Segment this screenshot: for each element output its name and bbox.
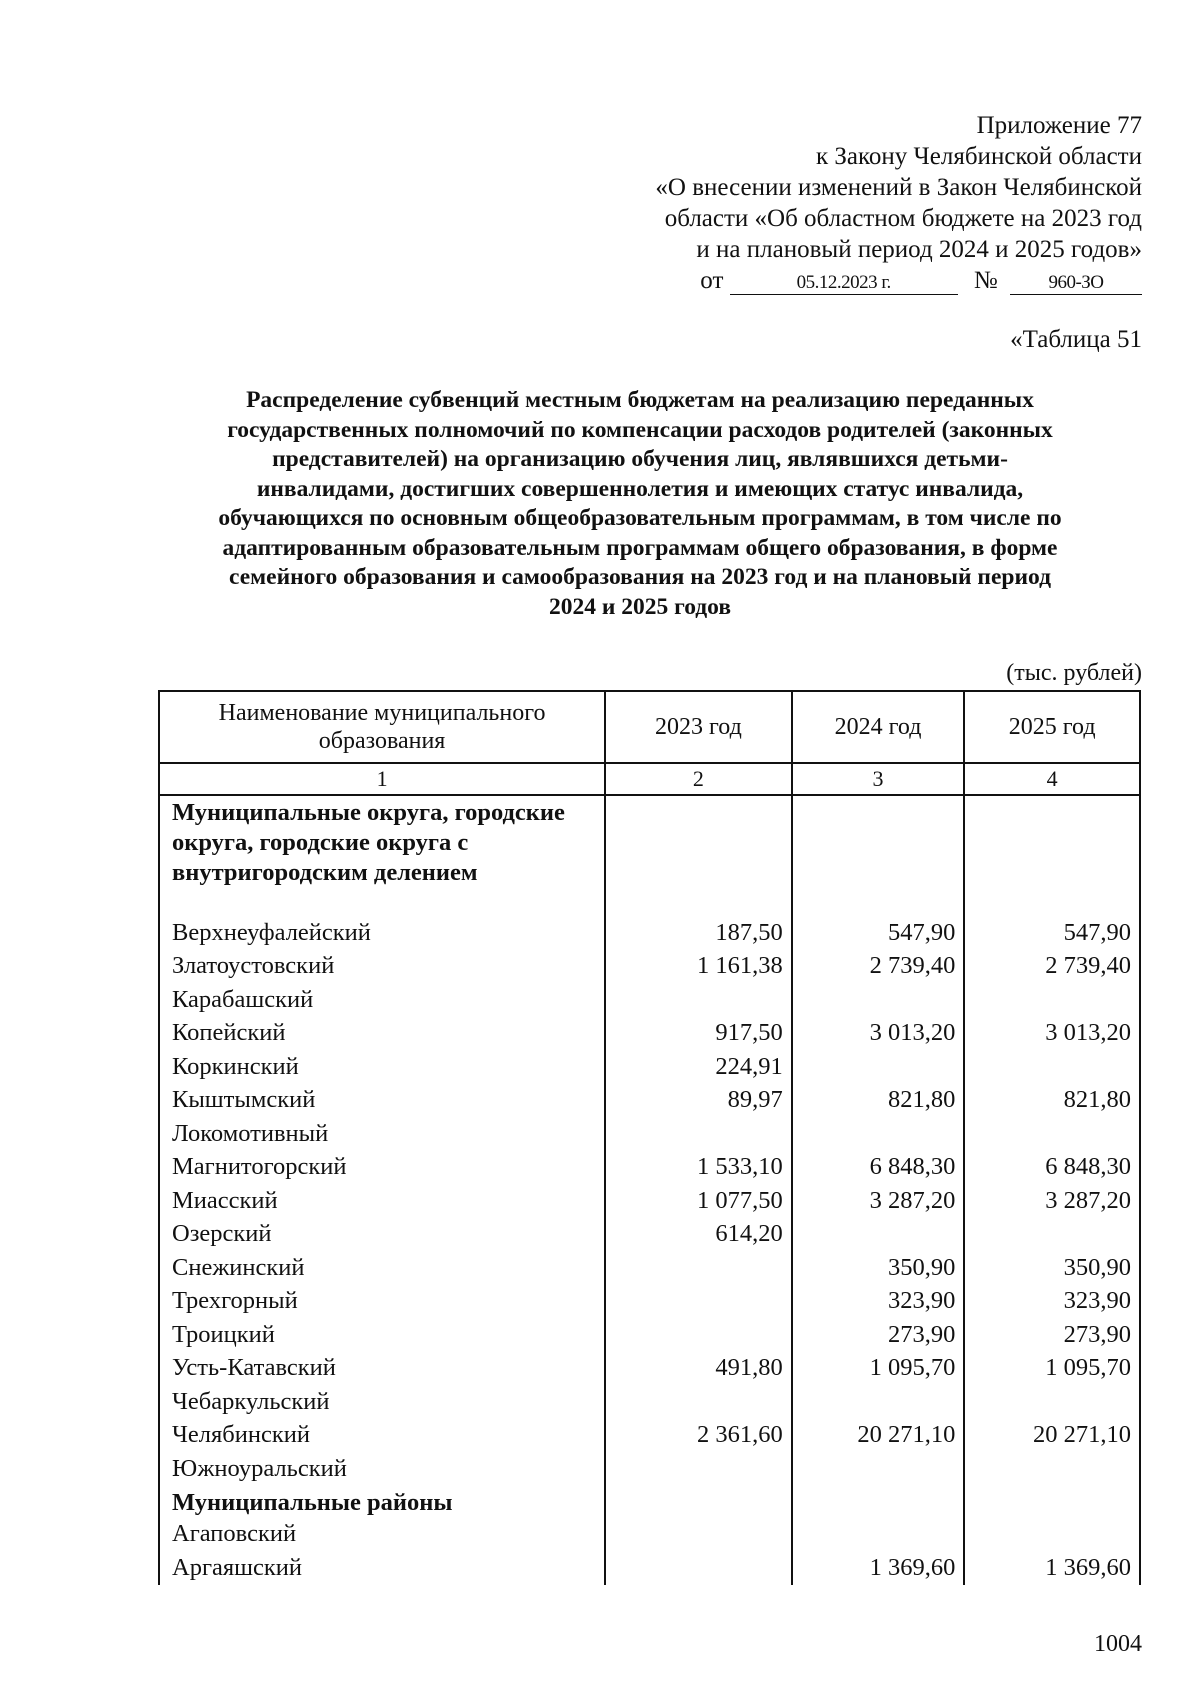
title-line: представителей) на организацию обучения лиц, являвшихся детьми- [272,446,1008,472]
table-row [159,1385,1140,1419]
header-2023: 2023 год [605,691,792,763]
table-row [159,1518,1140,1552]
value-2024: 350,90 [792,1251,965,1285]
municipality-name: Чебаркульский [159,1385,605,1419]
column-number: 3 [792,763,965,795]
value-2025: 821,80 [964,1084,1140,1118]
value-2023 [605,1551,792,1585]
value-2023: 491,80 [605,1352,792,1386]
value-2024 [792,1385,965,1419]
municipality-name: Карабашский [159,983,605,1017]
table-body [159,795,1140,1585]
table-row [159,916,1140,950]
municipality-name: Аргаяшский [159,1551,605,1585]
value-2023: 89,97 [605,1084,792,1118]
section-title: Муниципальные округа, городские округа, городские округа с внутригородским делением [159,795,605,916]
table-row [159,1352,1140,1386]
table-row [159,1184,1140,1218]
title-line: государственных полномочий по компенсации расходов родителей (законных [227,416,1053,443]
municipality-name: Кыштымский [159,1084,605,1118]
value-2025 [964,1452,1140,1486]
value-2024: 1 095,70 [792,1352,965,1386]
value-2025: 20 271,10 [964,1419,1140,1453]
value-2024 [792,1218,965,1252]
value-2023 [605,1518,792,1552]
value-2024: 273,90 [792,1318,965,1352]
municipality-name: Копейский [159,1017,605,1051]
value-2023: 917,50 [605,1017,792,1051]
value-2025: 273,90 [964,1318,1140,1352]
header-line: Приложение 77 [976,112,1142,139]
page-number: 1004 [1094,1631,1142,1657]
value-2024 [792,1452,965,1486]
table-header-row [159,691,1140,763]
document-header [582,110,1142,296]
value-2023 [605,1285,792,1319]
table-number: «Таблица 51 [1010,326,1142,353]
value-2023 [605,1251,792,1285]
section-title: Муниципальные районы [159,1486,605,1518]
header-line: и на плановый период 2024 и 2025 годов» [696,236,1142,263]
value-2023: 1 161,38 [605,950,792,984]
value-2024 [792,1117,965,1151]
table-row [159,1419,1140,1453]
table-row [159,1050,1140,1084]
empty-cell [964,1486,1140,1518]
municipality-name: Троицкий [159,1318,605,1352]
municipality-name: Верхнеуфалейский [159,916,605,950]
value-2025: 350,90 [964,1251,1140,1285]
table-row [159,1084,1140,1118]
value-2025 [964,1117,1140,1151]
table-row [159,950,1140,984]
table-row [159,1218,1140,1252]
number-sign: № [973,267,998,294]
empty-cell [792,1486,965,1518]
value-2024: 3 287,20 [792,1184,965,1218]
value-2023: 1 533,10 [605,1151,792,1185]
section-header-row [159,1486,1140,1518]
value-2024 [792,1518,965,1552]
subvention-table [158,690,1141,1585]
value-2025: 547,90 [964,916,1140,950]
title-line: Распределение субвенций местным бюджетам на реализацию переданных [246,387,1034,413]
value-2025 [964,1518,1140,1552]
section-header-row [159,795,1140,916]
header-line: к Закону Челябинской области [816,143,1142,170]
document-title [150,386,1130,622]
value-2023 [605,1117,792,1151]
municipality-name: Магнитогорский [159,1151,605,1185]
municipality-name: Златоустовский [159,950,605,984]
column-number: 1 [159,763,605,795]
value-2025 [964,983,1140,1017]
law-number: 960-ЗО [1010,272,1142,295]
value-2023 [605,1385,792,1419]
value-2024: 547,90 [792,916,965,950]
value-2023 [605,1452,792,1486]
municipality-name: Агаповский [159,1518,605,1552]
value-2025: 323,90 [964,1285,1140,1319]
value-2025 [964,1050,1140,1084]
value-2025: 3 287,20 [964,1184,1140,1218]
column-number: 2 [605,763,792,795]
municipality-name: Усть-Катавский [159,1352,605,1386]
value-2024: 2 739,40 [792,950,965,984]
municipality-name: Коркинский [159,1050,605,1084]
value-2024: 6 848,30 [792,1151,965,1185]
value-2024: 1 369,60 [792,1551,965,1585]
value-2025: 3 013,20 [964,1017,1140,1051]
header-municipality: Наименование муниципального образования [159,691,605,763]
empty-cell [792,795,965,916]
empty-cell [605,1486,792,1518]
header-2025: 2025 год [964,691,1140,763]
title-line: инвалидами, достигших совершеннолетия и имеющих статус инвалида, [256,475,1024,502]
value-2023: 1 077,50 [605,1184,792,1218]
municipality-name: Миасский [159,1184,605,1218]
value-2025: 2 739,40 [964,950,1140,984]
value-2025: 1 369,60 [964,1551,1140,1585]
law-date-number-line [582,265,1142,296]
table-row [159,1318,1140,1352]
column-number: 4 [964,763,1140,795]
table-row [159,1151,1140,1185]
law-date: 05.12.2023 г. [730,272,958,295]
municipality-name: Снежинский [159,1251,605,1285]
empty-cell [605,795,792,916]
value-2024: 323,90 [792,1285,965,1319]
value-2024: 3 013,20 [792,1017,965,1051]
value-2025 [964,1385,1140,1419]
value-2024: 20 271,10 [792,1419,965,1453]
title-line: адаптированным образовательным программам общего образования, в форме [222,534,1058,561]
value-2023: 614,20 [605,1218,792,1252]
title-line: обучающихся по основным общеобразовательным программам, в том числе по [218,505,1062,531]
table-row [159,983,1140,1017]
empty-cell [964,795,1140,916]
value-2025 [964,1218,1140,1252]
table-row [159,1251,1140,1285]
header-line: «О внесении изменений в Закон Челябинской [655,174,1142,201]
value-2024: 821,80 [792,1084,965,1118]
value-2023 [605,1318,792,1352]
municipality-name: Озерский [159,1218,605,1252]
table-row [159,1285,1140,1319]
title-line: семейного образования и самообразования на 2023 год и на плановый период [229,564,1051,590]
municipality-name: Локомотивный [159,1117,605,1151]
value-2025: 6 848,30 [964,1151,1140,1185]
municipality-name: Челябинский [159,1419,605,1453]
value-2023: 2 361,60 [605,1419,792,1453]
value-2024 [792,983,965,1017]
header-line: области «Об областном бюджете на 2023 год [664,205,1142,232]
municipality-name: Трехгорный [159,1285,605,1319]
table-row [159,1551,1140,1585]
table-row [159,1117,1140,1151]
municipality-name: Южноуральский [159,1452,605,1486]
table-row [159,1452,1140,1486]
unit-label: (тыс. рублей) [1006,660,1142,686]
column-number-row [159,763,1140,795]
value-2024 [792,1050,965,1084]
value-2023: 224,91 [605,1050,792,1084]
value-2023 [605,983,792,1017]
title-line: 2024 и 2025 годов [548,593,732,620]
header-2024: 2024 год [792,691,965,763]
table-row [159,1017,1140,1051]
value-2023: 187,50 [605,916,792,950]
date-prefix: от [700,267,724,294]
value-2025: 1 095,70 [964,1352,1140,1386]
